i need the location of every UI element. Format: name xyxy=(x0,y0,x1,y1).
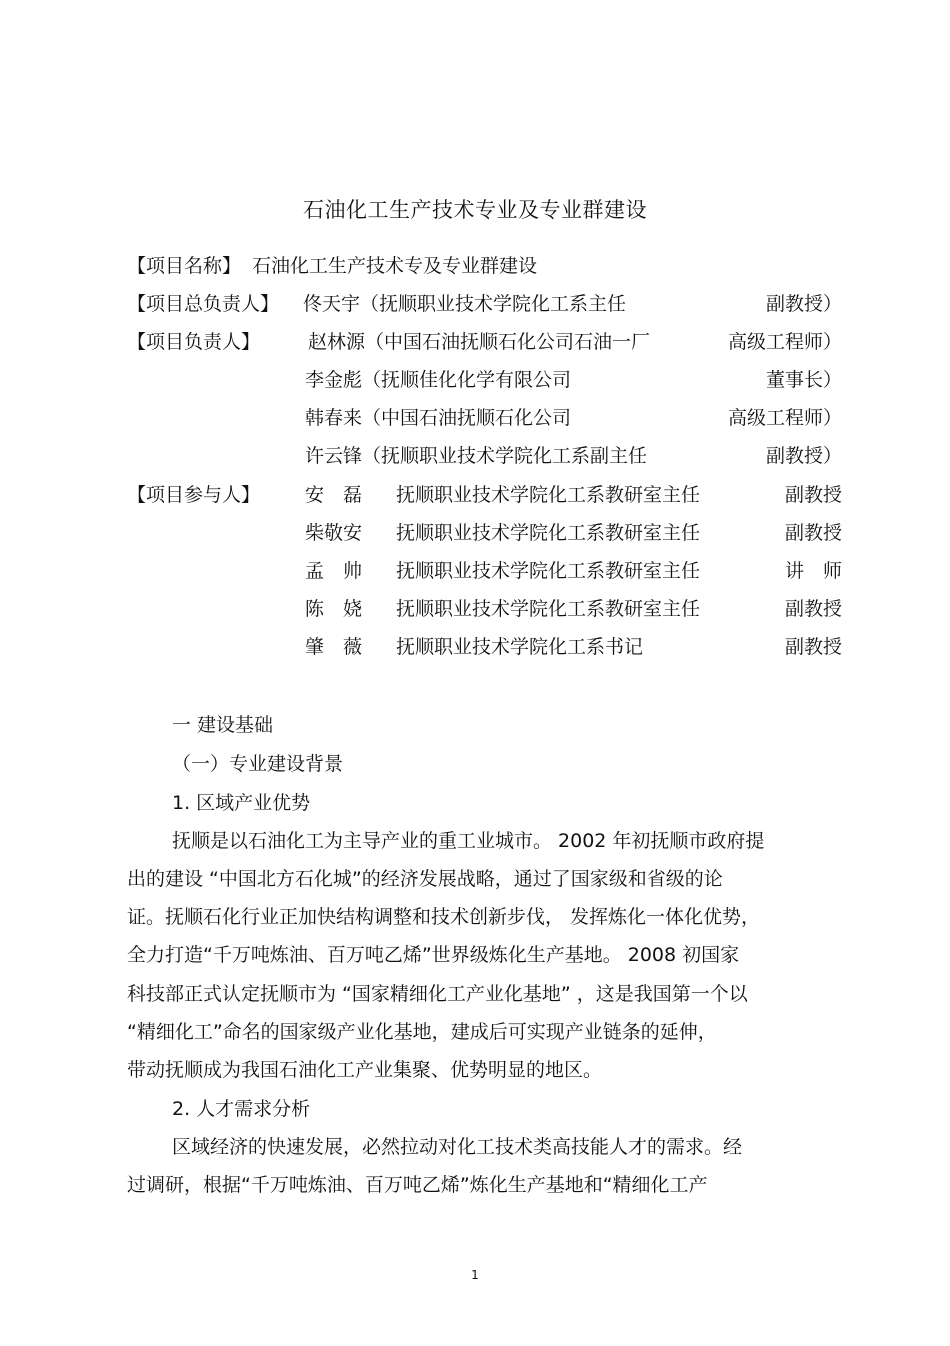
project-name-label: 【项目名称】 xyxy=(127,255,242,277)
participant-name: 陈 娆 xyxy=(305,598,363,620)
page-number: 1 xyxy=(471,1268,479,1282)
participant-org: 抚顺职业技术学院化工系教研室主任 xyxy=(396,598,701,620)
paragraph-line: 过调研，根据“千万吨炼油、百万吨乙烯”炼化生产基地和“精细化工产 xyxy=(127,1174,708,1196)
leader-person: 许云锋（抚顺职业技术学院化工系副主任 xyxy=(305,445,648,467)
participant-rank: 讲 师 xyxy=(784,560,842,582)
leader-rank: 高级工程师） xyxy=(727,331,842,353)
project-name-value: 石油化工生产技术专及专业群建设 xyxy=(252,255,538,277)
paragraph-line: 区域经济的快速发展，必然拉动对化工技术类高技能人才的需求。经 xyxy=(172,1136,743,1158)
section-heading-3a: 1. 区域产业优势 xyxy=(172,792,311,814)
leader-person: 李金彪（抚顺佳化化学有限公司 xyxy=(305,369,572,391)
chief-label: 【项目总负责人】 xyxy=(127,293,280,315)
chief-person: 佟天宇（抚顺职业技术学院化工系主任 xyxy=(303,293,627,315)
participants-label: 【项目参与人】 xyxy=(127,484,261,506)
participant-org: 抚顺职业技术学院化工系教研室主任 xyxy=(396,522,701,544)
paragraph-line: “精细化工”命名的国家级产业化基地，建成后可实现产业链条的延伸， xyxy=(127,1021,717,1043)
paragraph-line: 带动抚顺成为我国石油化工产业集聚、优势明显的地区。 xyxy=(127,1059,603,1081)
document-title: 石油化工生产技术专业及专业群建设 xyxy=(303,198,647,222)
participant-org: 抚顺职业技术学院化工系教研室主任 xyxy=(396,484,701,506)
paragraph-line: 证。抚顺石化行业正加快结构调整和技术创新步伐， 发挥炼化一体化优势， xyxy=(127,906,761,928)
leader-person: 韩春来（中国石油抚顺石化公司 xyxy=(305,407,572,429)
leader-rank: 董事长） xyxy=(765,369,842,391)
chief-rank: 副教授） xyxy=(765,293,842,315)
leaders-label: 【项目负责人】 xyxy=(127,331,261,353)
leader-rank: 副教授） xyxy=(765,445,842,467)
section-heading-2: （一）专业建设背景 xyxy=(172,753,344,775)
section-heading-1: 一 建设基础 xyxy=(172,714,274,736)
participant-rank: 副教授 xyxy=(784,636,842,658)
paragraph-line: 全力打造“千万吨炼油、百万吨乙烯”世界级炼化生产基地。 2008 初国家 xyxy=(127,944,740,966)
participant-org: 抚顺职业技术学院化工系书记 xyxy=(396,636,644,658)
leader-rank: 高级工程师） xyxy=(727,407,842,429)
participant-name: 安 磊 xyxy=(305,484,363,506)
participant-name: 肇 薇 xyxy=(305,636,363,658)
participant-rank: 副教授 xyxy=(784,522,842,544)
paragraph-line: 出的建设 “中国北方石化城”的经济发展战略，通过了国家级和省级的论 xyxy=(127,868,723,890)
participant-rank: 副教授 xyxy=(784,484,842,506)
paragraph-line: 抚顺是以石油化工为主导产业的重工业城市。 2002 年初抚顺市政府提 xyxy=(172,830,765,852)
participant-name: 柴敬安 xyxy=(305,522,363,544)
paragraph-line: 科技部正式认定抚顺市为 “国家精细化工产业化基地” ，这是我国第一个以 xyxy=(127,983,748,1005)
leader-person: 赵林源（中国石油抚顺石化公司石油一厂 xyxy=(308,331,651,353)
participant-rank: 副教授 xyxy=(784,598,842,620)
participant-name: 孟 帅 xyxy=(305,560,363,582)
participant-org: 抚顺职业技术学院化工系教研室主任 xyxy=(396,560,701,582)
section-heading-3b: 2. 人才需求分析 xyxy=(172,1098,311,1120)
